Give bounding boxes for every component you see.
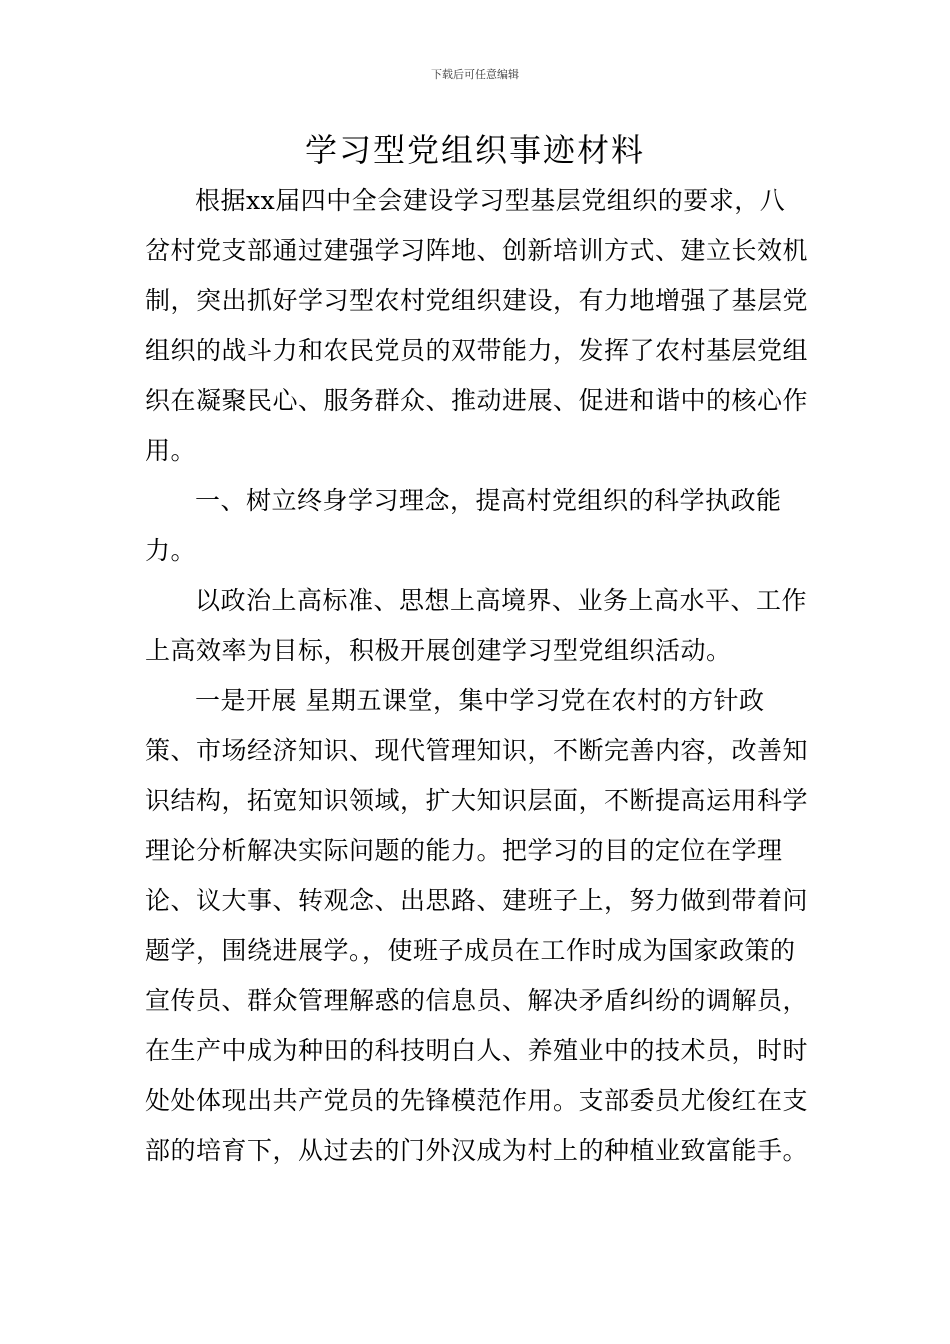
paragraph-intro: 根据xx届四中全会建设学习型基层党组织的要求，八岔村党支部通过建强学习阵地、创新培训方式、建立长效机制，突出抓好学习型农村党组织建设，有力地增强了基层党组织的战斗力和农民党员的双带能力，发挥了农村基层党组织在凝聚民心、服务群众、推动进展、促进和谐中的核心作用。 (145, 186, 809, 465)
paragraph-friday-class: 一是开展 星期五课堂，集中学习党在农村的方针政策、市场经济知识、现代管理知识，不断完善内容，改善知识结构，拓宽知识领域，扩大知识层面，不断提高运用科学理论分析解决实际问题的能力。把学习的目的定位在学理论、议大事、转观念、出思路、建班子上，努力做到带着问题学，围绕进展学。，使班子成员在工作时成为国家政策的宣传员、群众管理解惑的信息员、解决矛盾纠纷的调解员，在生产中成为种田的科技明白人、养殖业中的技术员，时时处处体现出共产党员的先锋模范作用。支部委员尤俊红在支部的培育下，从过去的门外汉成为村上的种植业致富能手。 (145, 686, 809, 1165)
document-title: 学习型党组织事迹材料 (304, 131, 645, 169)
header-note: 下载后可任意编辑 (431, 68, 519, 81)
document-body (145, 176, 810, 1176)
paragraph-goal: 以政治上高标准、思想上高境界、业务上高水平、工作上高效率为目标，积极开展创建学习型党组织活动。 (145, 586, 808, 665)
paragraph-section-heading: 一、树立终身学习理念，提高村党组织的科学执政能力。 (145, 486, 782, 565)
